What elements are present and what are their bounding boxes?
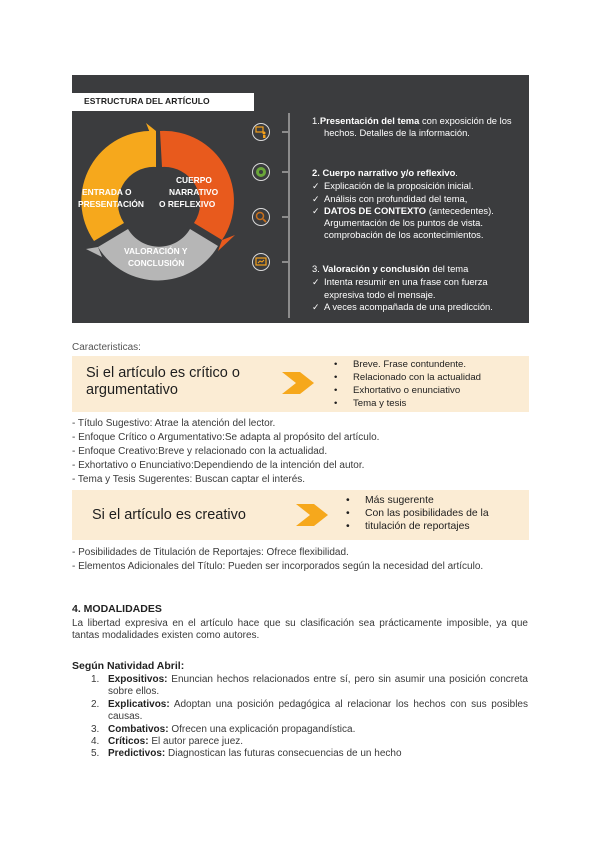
list-item: 4. Críticos: El autor parece juez. — [91, 736, 244, 748]
segment-body-line3: O REFLEXIVO — [159, 199, 216, 209]
structure-donut — [72, 115, 254, 323]
arrow-right-icon — [280, 370, 316, 396]
list-item: • Exhortativo o enunciativo — [330, 384, 481, 397]
list-item: • Con las posibilidades de la — [342, 507, 489, 520]
list-item: - Elementos Adicionales del Título: Pueden ser incorporados según la necesidad del artículo. — [72, 561, 484, 572]
critical-lead: Si el artículo es crítico o argumentativo — [86, 365, 240, 398]
list-item: - Enfoque Crítico o Argumentativo:Se adapta al propósito del artículo. — [72, 432, 380, 443]
list-item: - Posibilidades de Titulación de Reportajes: Ofrece flexibilidad. — [72, 547, 349, 558]
section-paragraph: La libertad expresiva en el artículo hace que su clasificación sea prácticamente imposible, ya que tantas modalidades existen como autores. — [72, 618, 528, 641]
creative-bullets — [342, 494, 489, 533]
arrow-right-icon — [294, 502, 330, 528]
timeline-tick — [282, 171, 288, 173]
structure-infographic — [72, 75, 529, 323]
section-heading: 4. MODALIDADES — [72, 603, 162, 615]
list-item: • Más sugerente — [342, 494, 489, 507]
segment-conclusion-line2: CONCLUSIÓN — [128, 258, 185, 268]
caracteristicas-label: Caracteristicas: — [72, 342, 141, 353]
check-icon: ✓ — [312, 181, 320, 192]
check-icon: ✓ — [312, 277, 320, 288]
list-item: - Exhortativo o Enunciativo:Dependiendo de la intención del autor. — [72, 460, 365, 471]
section-subheading: Según Natividad Abril: — [72, 660, 185, 672]
segment-body-line1: CUERPO — [176, 175, 212, 185]
list-item: 2. Explicativos: Adoptan una posición pedagógica al relacionar los hechos con sus posibles causas. — [91, 698, 528, 723]
infographic-title: ESTRUCTURA DEL ARTÍCULO — [84, 96, 210, 106]
timeline-line — [288, 113, 290, 318]
donut-segment-body — [160, 131, 234, 240]
check-icon: ✓ — [312, 205, 320, 216]
step-body: 2. Cuerpo narrativo y/o reflexivo. ✓ Explicación de la proposición inicial. ✓ Análisis con profundidad del tema, ✓ DATOS DE CONTEXTO (antecedentes). Argumentación de los puntos de vista. comprobación de los acontecimientos. — [312, 167, 494, 241]
board-icon — [252, 253, 270, 271]
list-item: 3. Combativos: Ofrecen una explicación propagandística. — [91, 723, 356, 735]
list-item: - Tema y Tesis Sugerentes: Buscan captar el interés. — [72, 474, 306, 485]
step-presentation: 1.Presentación del tema con exposición de los hechos. Detalles de la información. — [312, 115, 512, 139]
timeline-tick — [282, 216, 288, 218]
mind-icon — [252, 163, 270, 181]
modalities-list — [72, 674, 528, 761]
critical-bullets — [330, 358, 481, 410]
list-item: - Enfoque Creativo:Breve y relacionado con la actualidad. — [72, 446, 328, 457]
list-item: 1. Expositivos: Enuncian hechos relacionados entre sí, pero sin asumir una posición concreta sobre ellos. — [91, 674, 528, 698]
timeline-tick — [282, 131, 288, 133]
list-item: • Relacionado con la actualidad — [330, 371, 481, 384]
creative-lead: Si el artículo es creativo — [92, 507, 246, 523]
segment-intro-line2: PRESENTACIÓN — [78, 199, 144, 209]
infographic-title-bar — [72, 93, 254, 111]
list-item: • Breve. Frase contundente. — [330, 358, 481, 371]
check-icon: ✓ — [312, 301, 320, 312]
list-item-continuation: • titulación de reportajes — [342, 520, 489, 533]
segment-conclusion-line1: VALORACIÓN Y — [124, 246, 188, 256]
check-icon: ✓ — [312, 193, 320, 204]
list-item: - Título Sugestivo: Atrae la atención del lector. — [72, 418, 276, 429]
analysis-icon — [252, 208, 270, 226]
segment-body-line2: NARRATIVO — [169, 187, 219, 197]
step-conclusion: 3. Valoración y conclusión del tema ✓ Intenta resumir en una frase con fuerza expresiva todo el mensaje. ✓ A veces acompañada de una predicción. — [312, 263, 493, 312]
segment-intro-line1: ENTRADA O — [82, 187, 132, 197]
donut-segment-intro — [81, 131, 156, 241]
presenter-icon — [252, 123, 270, 141]
creative-article-callout — [72, 490, 529, 540]
timeline-tick — [282, 261, 288, 263]
critical-article-callout — [72, 356, 529, 412]
list-item: 5. Predictivos: Diagnostican las futuras consecuencias de un hecho — [91, 748, 402, 760]
list-item: • Tema y tesis — [330, 397, 481, 410]
